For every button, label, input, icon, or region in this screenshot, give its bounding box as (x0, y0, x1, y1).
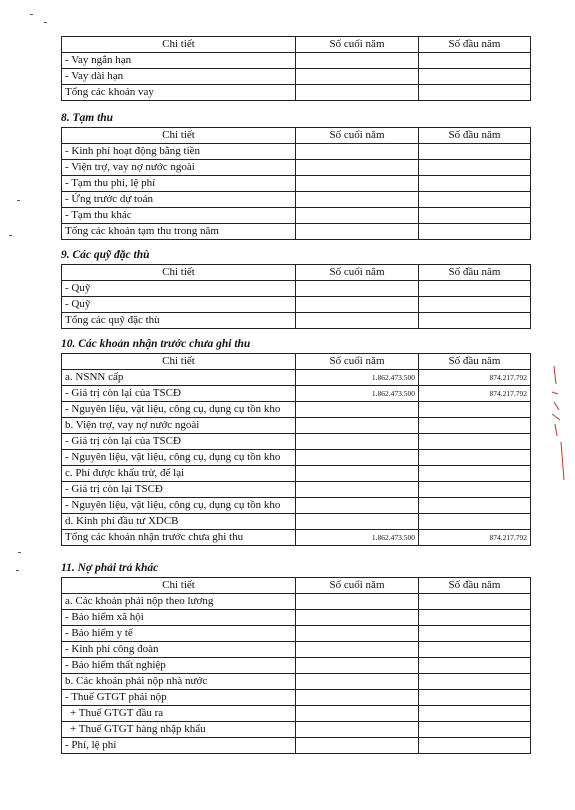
row-label: - Quỹ (62, 281, 296, 297)
prepaid-receipts-section (61, 337, 530, 546)
header-start-of-year: Số đầu năm (419, 265, 531, 281)
end-value (296, 402, 419, 418)
table-row (62, 706, 531, 722)
temporary-receipts-table (61, 127, 531, 240)
temporary-receipts-section (61, 111, 530, 240)
table-row (62, 722, 531, 738)
table-row (62, 658, 531, 674)
row-label: - Kinh phí hoạt động bằng tiền (62, 144, 296, 160)
row-label: - Giá trị còn lại của TSCĐ (62, 434, 296, 450)
row-label: - Bảo hiểm thất nghiệp (62, 658, 296, 674)
table-header-row (62, 265, 531, 281)
end-value (296, 450, 419, 466)
other-payables-section (61, 561, 530, 754)
section-title: 9. Các quỹ đặc thù (61, 249, 150, 261)
table-row (62, 176, 531, 192)
start-value (419, 514, 531, 530)
row-label: - Nguyên liệu, vật liệu, công cụ, dụng cụ tồn kho (62, 498, 296, 514)
start-value (419, 498, 531, 514)
scan-speck (44, 22, 47, 23)
table-header-row (62, 578, 531, 594)
start-value (419, 482, 531, 498)
table-row (62, 224, 531, 240)
table-row (62, 297, 531, 313)
header-detail: Chi tiết (62, 128, 296, 144)
start-value (419, 466, 531, 482)
row-label: - Vay ngắn hạn (62, 53, 296, 69)
table-row (62, 160, 531, 176)
header-end-of-year: Số cuối năm (296, 128, 419, 144)
table-row (62, 482, 531, 498)
start-value (419, 402, 531, 418)
end-value (296, 418, 419, 434)
row-label: - Nguyên liệu, vật liệu, công cụ, dụng cụ tồn kho (62, 450, 296, 466)
header-start-of-year: Số đầu năm (419, 354, 531, 370)
table-row (62, 53, 531, 69)
row-label: a. NSNN cấp (62, 370, 296, 386)
loans-section (61, 36, 530, 101)
header-end-of-year: Số cuối năm (296, 578, 419, 594)
table-row (62, 434, 531, 450)
row-label: - Ứng trước dự toán (62, 192, 296, 208)
row-label: - Bảo hiểm xã hội (62, 610, 296, 626)
row-label: - Nguyên liệu, vật liệu, công cụ, dụng cụ tồn kho (62, 402, 296, 418)
special-funds-table (61, 264, 531, 329)
row-label: d. Kinh phí đầu tư XDCB (62, 514, 296, 530)
end-value: 1.862.473.500 (296, 386, 419, 402)
header-detail: Chi tiết (62, 37, 296, 53)
special-funds-section (61, 248, 530, 329)
table-row (62, 418, 531, 434)
row-label: b. Viện trợ, vay nợ nước ngoài (62, 418, 296, 434)
table-row (62, 450, 531, 466)
end-value (296, 482, 419, 498)
table-row (62, 594, 531, 610)
header-detail: Chi tiết (62, 354, 296, 370)
table-row (62, 514, 531, 530)
prepaid-receipts-table (61, 353, 531, 546)
end-value (296, 514, 419, 530)
start-value: 874.217.792 (419, 386, 531, 402)
scan-speck (30, 14, 33, 15)
row-label: a. Các khoản phải nộp theo lương (62, 594, 296, 610)
table-row (62, 144, 531, 160)
table-row (62, 690, 531, 706)
row-label: + Thuế GTGT đầu ra (62, 706, 296, 722)
scan-speck (18, 552, 21, 553)
row-label: + Thuế GTGT hàng nhập khẩu (62, 722, 296, 738)
row-label: - Giá trị còn lại TSCĐ (62, 482, 296, 498)
row-label: Tổng các khoản tạm thu trong năm (62, 224, 296, 240)
table-row (62, 466, 531, 482)
end-value (296, 498, 419, 514)
table-row (62, 674, 531, 690)
end-value (296, 434, 419, 450)
table-row (62, 610, 531, 626)
table-row (62, 281, 531, 297)
row-label: - Tạm thu phí, lệ phí (62, 176, 296, 192)
row-label: c. Phí được khấu trừ, để lại (62, 466, 296, 482)
table-row (62, 192, 531, 208)
table-row (62, 498, 531, 514)
row-label: - Giá trị còn lại của TSCĐ (62, 386, 296, 402)
header-start-of-year: Số đầu năm (419, 128, 531, 144)
row-label: - Phí, lệ phí (62, 738, 296, 754)
section-title: 8. Tạm thu (61, 112, 114, 124)
row-label: - Kinh phí công đoàn (62, 642, 296, 658)
table-row (62, 85, 531, 101)
end-value: 1.862.473.500 (296, 530, 419, 546)
scan-speck (17, 200, 20, 201)
row-label: - Vay dài hạn (62, 69, 296, 85)
row-label: Tổng các khoản nhận trước chưa ghi thu (62, 530, 296, 546)
table-row (62, 313, 531, 329)
start-value: 874.217.792 (419, 370, 531, 386)
loans-table (61, 36, 531, 101)
table-row (62, 642, 531, 658)
table-header-row (62, 354, 531, 370)
table-row (62, 208, 531, 224)
end-value (296, 466, 419, 482)
table-header-row (62, 128, 531, 144)
table-row (62, 370, 531, 386)
scan-speck (16, 570, 19, 571)
section-title: 11. Nợ phải trả khác (61, 562, 159, 574)
table-row (62, 69, 531, 85)
row-label: Tổng các quỹ đặc thù (62, 313, 296, 329)
table-row (62, 530, 531, 546)
other-payables-table (61, 577, 531, 754)
end-value: 1.862.473.500 (296, 370, 419, 386)
scan-speck (9, 235, 12, 236)
row-label: - Bảo hiểm y tế (62, 626, 296, 642)
row-label: b. Các khoản phải nộp nhà nước (62, 674, 296, 690)
header-end-of-year: Số cuối năm (296, 37, 419, 53)
header-detail: Chi tiết (62, 265, 296, 281)
row-label: - Quỹ (62, 297, 296, 313)
handwritten-mark-icon (548, 362, 570, 482)
table-row (62, 402, 531, 418)
start-value: 874.217.792 (419, 530, 531, 546)
start-value (419, 418, 531, 434)
margin-stamp-mark (548, 362, 570, 482)
start-value (419, 450, 531, 466)
header-end-of-year: Số cuối năm (296, 265, 419, 281)
row-label: Tổng các khoản vay (62, 85, 296, 101)
table-row (62, 626, 531, 642)
header-end-of-year: Số cuối năm (296, 354, 419, 370)
header-detail: Chi tiết (62, 578, 296, 594)
start-value (419, 434, 531, 450)
table-row (62, 386, 531, 402)
table-row (62, 738, 531, 754)
table-header-row (62, 37, 531, 53)
row-label: - Thuế GTGT phải nộp (62, 690, 296, 706)
header-start-of-year: Số đầu năm (419, 37, 531, 53)
section-title: 10. Các khoản nhận trước chưa ghi thu (61, 338, 251, 350)
row-label: - Viện trợ, vay nợ nước ngoài (62, 160, 296, 176)
row-label: - Tạm thu khác (62, 208, 296, 224)
header-start-of-year: Số đầu năm (419, 578, 531, 594)
